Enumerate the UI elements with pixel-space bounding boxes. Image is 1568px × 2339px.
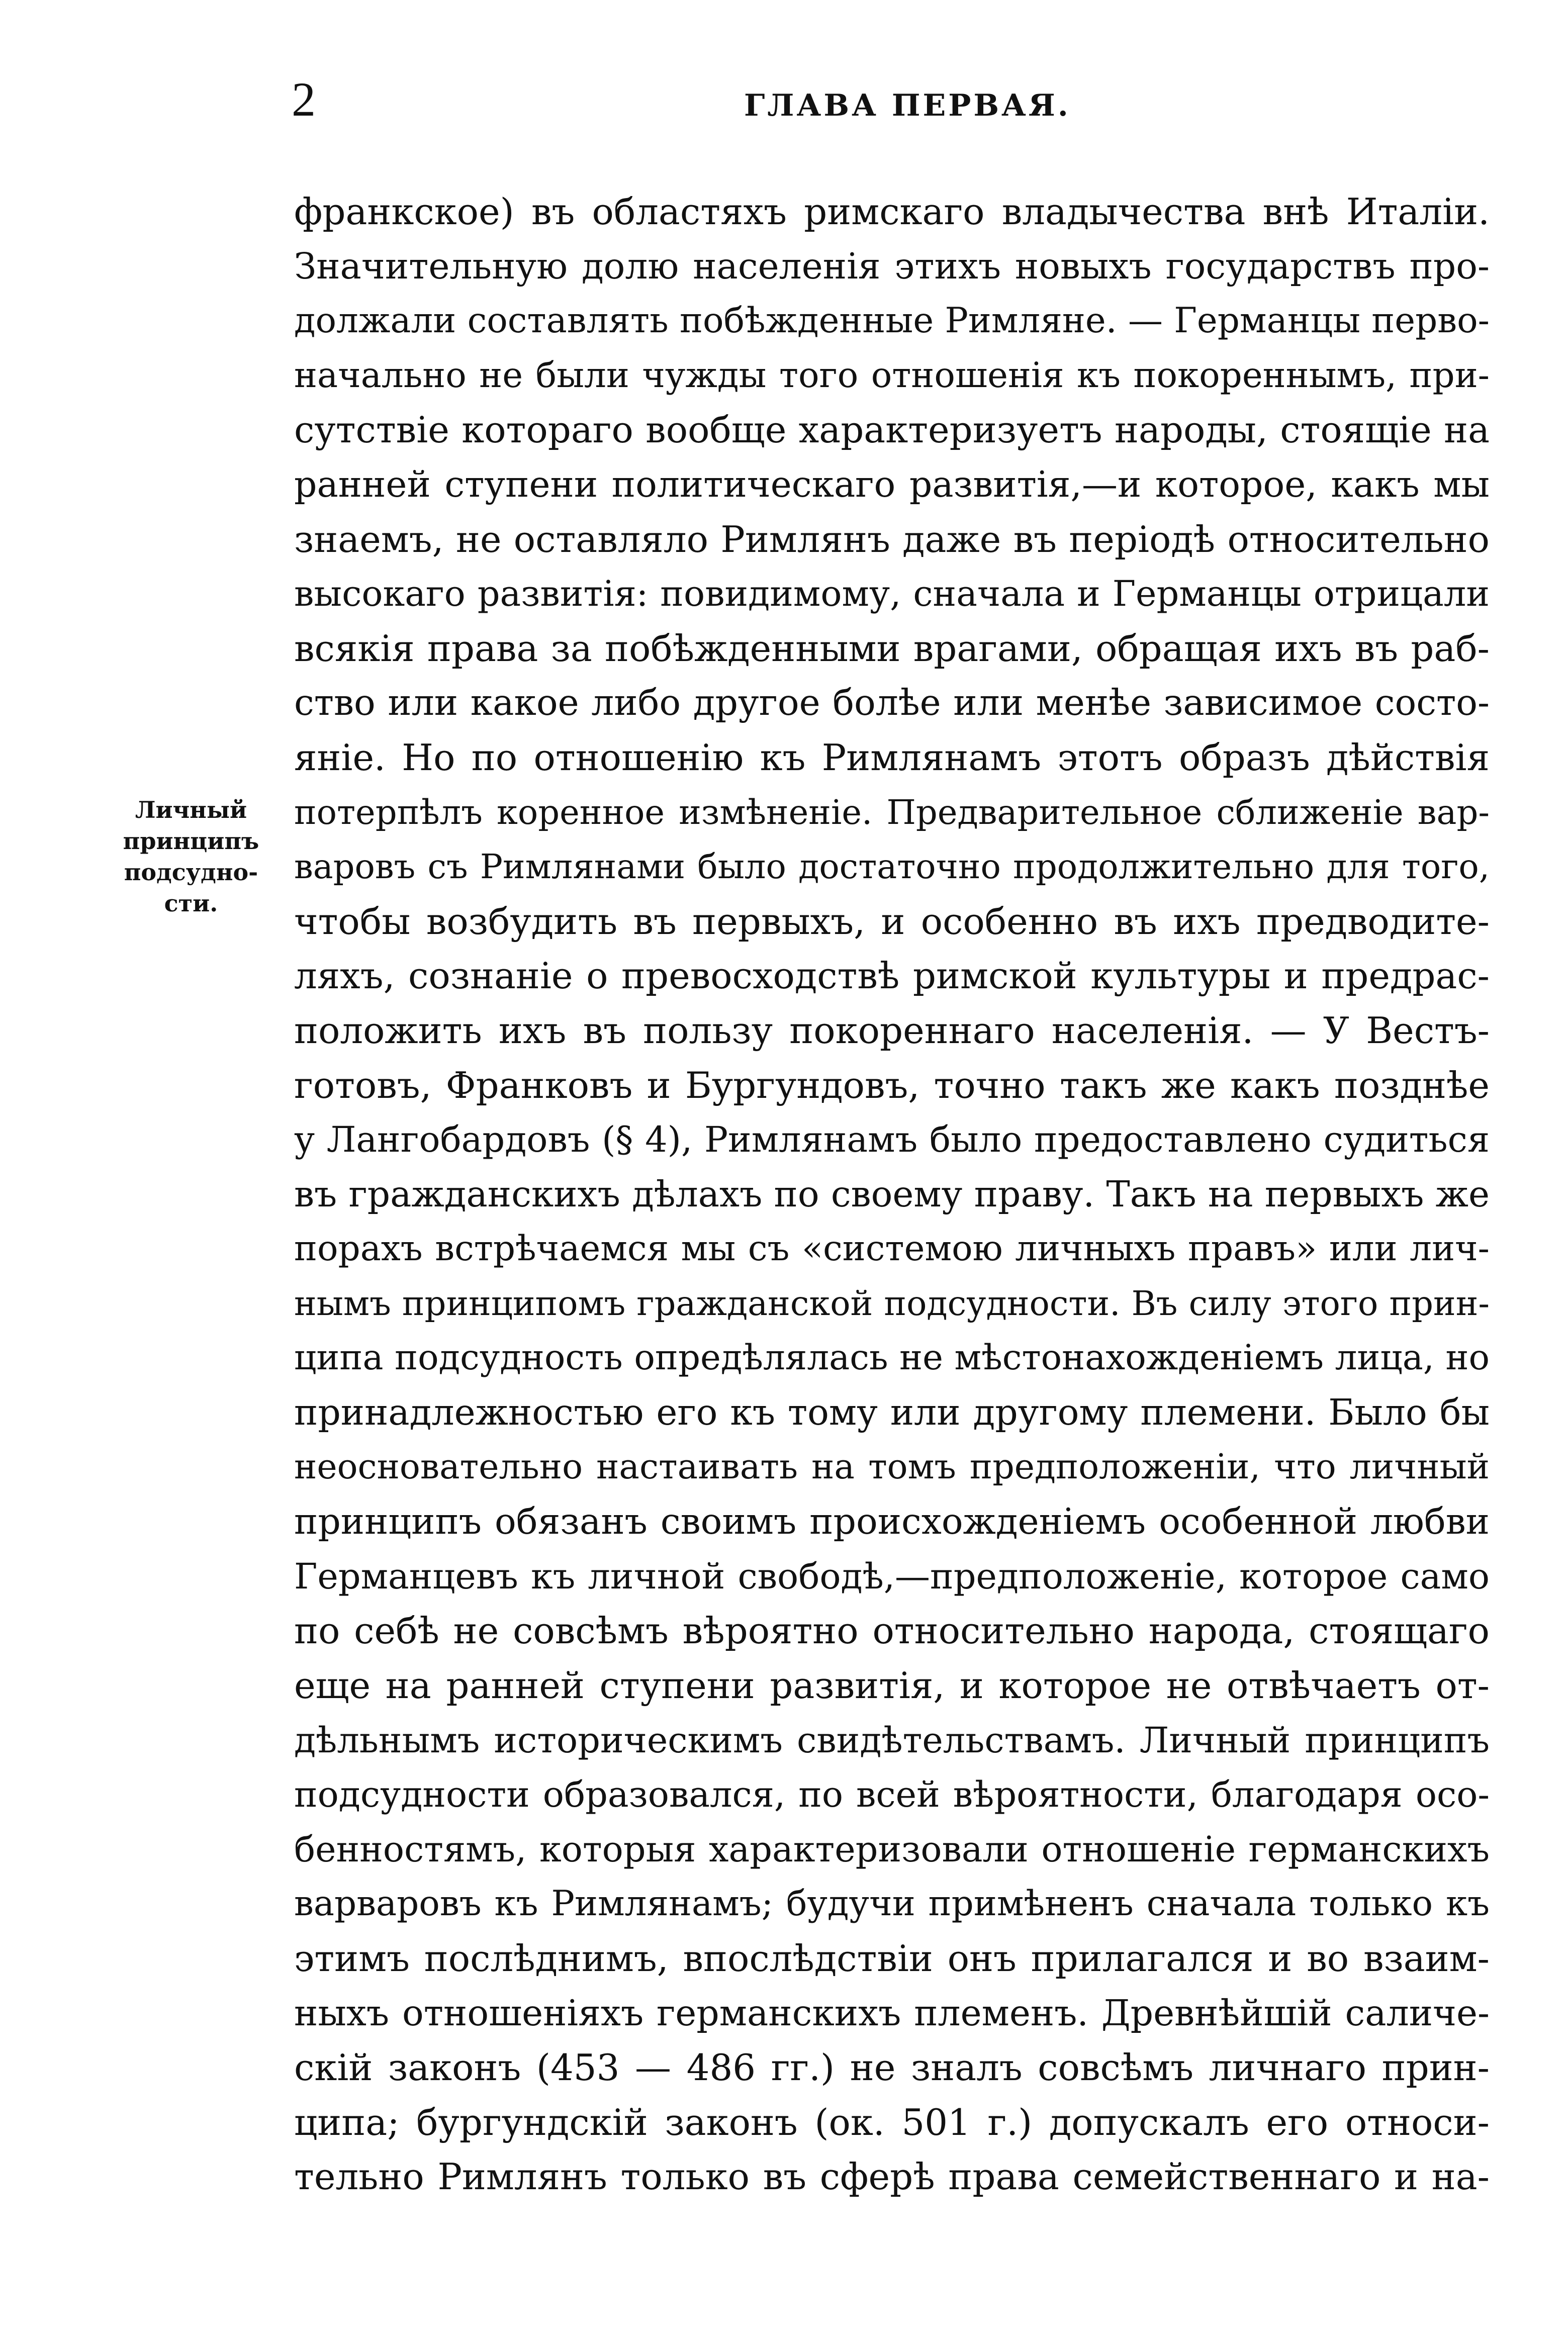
- page-number: 2: [292, 72, 316, 126]
- text-line: ципа; бургундскій законъ (ок. 501 г.) допускалъ его относи-: [294, 2101, 1490, 2143]
- text-line: начально не были чужды того отношенія къ покореннымъ, при-: [294, 355, 1490, 396]
- body-text: [294, 184, 1490, 2204]
- margin-note-line: принципъ: [123, 827, 259, 855]
- text-line: ципа подсудность опредѣлялась не мѣстонахожденіемъ лица, но: [294, 1338, 1490, 1378]
- text-line: въ гражданскихъ дѣлахъ по своему праву. Такъ на первыхъ же: [294, 1173, 1490, 1215]
- text-line: подсудности образовался, по всей вѣроятности, благодаря осо-: [294, 1774, 1490, 1816]
- text-line: неосновательно настаивать на томъ предположеніи, что личный: [294, 1447, 1490, 1487]
- text-line: чтобы возбудить въ первыхъ, и особенно въ ихъ предводите-: [294, 900, 1490, 943]
- text-line: у Лангобардовъ (§ 4), Римлянамъ было предоставлено судиться: [294, 1119, 1490, 1161]
- text-line: Германцевъ къ личной свободѣ,—предположеніе, которое само: [294, 1555, 1490, 1597]
- text-line: еще на ранней ступени развитія, и которое не отвѣчаетъ от-: [294, 1664, 1490, 1707]
- text-line: положить ихъ въ пользу покореннаго населенія. — У Вестъ-: [294, 1009, 1490, 1052]
- text-line: ныхъ отношеніяхъ германскихъ племенъ. Древнѣйшій саличе-: [294, 1992, 1490, 2034]
- text-line: варовъ съ Римлянами было достаточно продолжительно для того,: [294, 847, 1490, 887]
- text-line: яніе. Но по отношенію къ Римлянамъ этотъ образъ дѣйствія: [294, 736, 1490, 779]
- margin-note-line: Личный: [135, 796, 247, 823]
- text-line: знаемъ, не оставляло Римлянъ даже въ періодѣ относительно: [294, 518, 1490, 560]
- text-line: порахъ встрѣчаемся мы съ «системою личныхъ правъ» или лич-: [294, 1229, 1490, 1269]
- text-line: варваровъ къ Римлянамъ; будучи примѣненъ сначала только къ: [294, 1884, 1490, 1924]
- text-line: скій законъ (453 — 486 гг.) не зналъ совсѣмъ личнаго прин-: [294, 2046, 1490, 2089]
- text-line: высокаго развитія: повидимому, сначала и Германцы отрицали: [294, 573, 1490, 615]
- text-line: дѣльнымъ историческимъ свидѣтельствамъ. Личный принципъ: [294, 1719, 1490, 1761]
- text-line: нымъ принципомъ гражданской подсудности. Въ силу этого прин-: [294, 1283, 1490, 1323]
- text-line: ранней ступени политическаго развитія,—и которое, какъ мы: [294, 463, 1490, 505]
- running-title: ГЛАВА ПЕРВАЯ.: [744, 88, 1071, 123]
- text-line: этимъ послѣднимъ, впослѣдствіи онъ прилагался и во взаим-: [294, 1937, 1490, 1980]
- margin-note-line: сти.: [164, 890, 218, 917]
- text-line: бенностямъ, которыя характеризовали отношеніе германскихъ: [294, 1828, 1490, 1870]
- text-line: франкское) въ областяхъ римскаго владычества внѣ Италіи.: [294, 191, 1490, 233]
- text-line: сутствіе котораго вообще характеризуетъ народы, стоящіе на: [294, 409, 1490, 451]
- text-line: всякія права за побѣжденными врагами, обращая ихъ въ раб-: [294, 627, 1490, 670]
- text-line: принадлежностью его къ тому или другому племени. Было бы: [294, 1391, 1490, 1434]
- text-line: тельно Римлянъ только въ сферѣ права семейственнаго и на-: [294, 2156, 1490, 2198]
- text-line: потерпѣлъ коренное измѣненіе. Предварительное сближеніе вар-: [294, 792, 1490, 832]
- text-line: ство или какое либо другое болѣе или менѣе зависимое состо-: [294, 682, 1490, 724]
- text-line: по себѣ не совсѣмъ вѣроятно относительно народа, стоящаго: [294, 1610, 1490, 1652]
- text-line: готовъ, Франковъ и Бургундовъ, точно такъ же какъ позднѣе: [294, 1064, 1490, 1106]
- margin-note-line: подсудно-: [124, 859, 258, 886]
- text-line: ляхъ, сознаніе о превосходствѣ римской культуры и предрас-: [294, 955, 1490, 997]
- margin-note: [116, 794, 266, 919]
- text-line: должали составлять побѣжденные Римляне. — Германцы перво-: [294, 301, 1490, 341]
- text-line: принципъ обязанъ своимъ происхожденіемъ особенной любви: [294, 1501, 1490, 1543]
- text-line: Значительную долю населенія этихъ новыхъ государствъ про-: [294, 245, 1490, 287]
